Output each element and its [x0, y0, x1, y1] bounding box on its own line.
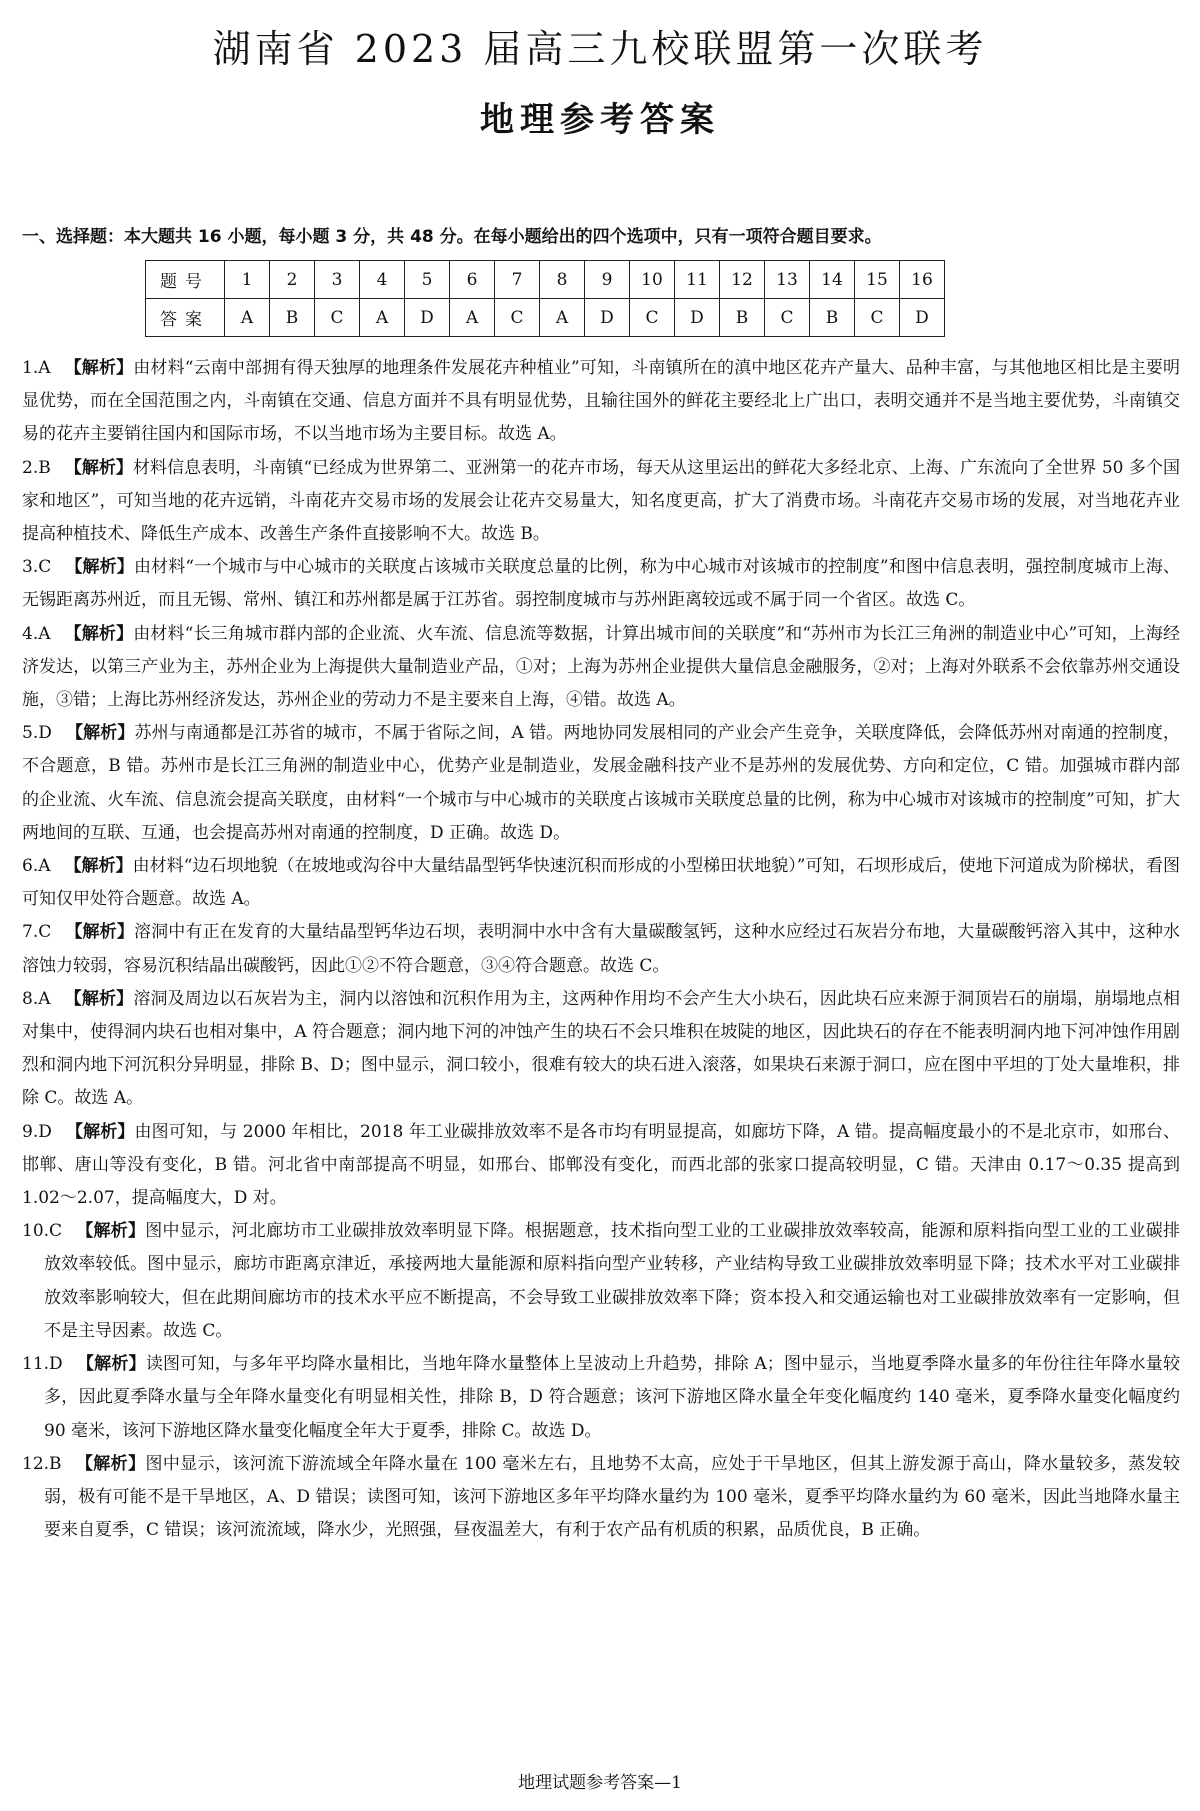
answer-cell: D [675, 299, 720, 337]
answer-cell: B [270, 299, 315, 337]
answer-cell: A [450, 299, 495, 337]
explanation-item: 4.A 【解析】由材料“长三角城市群内部的企业流、火车流、信息流等数据，计算出城市间的关联度”和“苏州市为长江三角洲的制造业中心”可知，上海经济发达，以第三产业为主，苏州企业为上海提供大量制造业产品，①对；上海为苏州企业提供大量信息金融服务，②对；上海对外联系不会依靠苏州交通设施，③错；上海比苏州经济发达，苏州企业的劳动力不是主要来自上海，④错。故选 A。 [22, 623, 1181, 711]
answer-cell: D [900, 299, 945, 337]
explanation-item: 5.D 【解析】苏州与南通都是江苏省的城市，不属于省际之间，A 错。两地协同发展相同的产业会产生竞争，关联度降低，会降低苏州对南通的控制度，不合题意，B 错。苏州市是长江三角洲的制造业中心，优势产业是制造业，发展金融科技产业不是苏州的发展优势、方向和定位，C 错。加强城市群内部的企业流、火车流、信息流会提高关联度，由材料“一个城市与中心城市的关联度占该城市关联度总量的比例，称为中心城市对该城市的控制度”可知，扩大两地间的互联、互通，也会提高苏州对南通的控制度，D 正确。故选 D。 [22, 723, 1180, 843]
answer-cell: C [765, 299, 810, 337]
answer-cell: B [720, 299, 765, 337]
page-title: 湖南省 2023 届高三九校联盟第一次联考 [212, 27, 988, 71]
question-number: 16 [900, 261, 945, 299]
answer-cell: B [810, 299, 855, 337]
question-number: 10 [630, 261, 675, 299]
question-number: 14 [810, 261, 855, 299]
question-number: 4 [360, 261, 405, 299]
explanation-item: 9.D 【解析】由图可知，与 2000 年相比，2018 年工业碳排放效率不是各市均有明显提高，如廊坊下降，A 错。提高幅度最小的不是北京市，如邢台、邯郸、唐山等没有变化，B 错。河北省中南部提高不明显，如邢台、邯郸没有变化，而西北部的张家口提高较明显，C 错。天津由 0.17～0.35 提高到 1.02～2.07，提高幅度大，D 对。 [22, 1121, 1180, 1209]
question-number: 6 [450, 261, 495, 299]
explanation-item: 7.C 【解析】溶洞中有正在发育的大量结晶型钙华边石坝，表明洞中水中含有大量碳酸氢钙，这种水应经过石灰岩分布地，大量碳酸钙溶入其中，这种水溶蚀力较弱，容易沉积结晶出碳酸钙，因此①②不符合题意，③④符合题意。故选 C。 [22, 922, 1181, 976]
explanation-item: 11.D 【解析】读图可知，与多年平均降水量相比，当地年降水量整体上呈波动上升趋势，排除 A；图中显示，当地夏季降水量多的年份往往年降水量较多，因此夏季降水量与全年降水量变化有明显相关性，排除 B，D 符合题意；该河下游地区降水量全年变化幅度约 140 毫米，夏季降水量变化幅度约 90 毫米，该河下游地区降水量变化幅度全年大于夏季，排除 C。故选 D。 [22, 1354, 1181, 1441]
question-number: 7 [495, 261, 540, 299]
answer-cell: C [630, 299, 675, 337]
answer-cell: A [225, 299, 270, 337]
row-label-number: 题号 [146, 261, 225, 299]
answer-cell: C [315, 299, 360, 337]
explanation-list [22, 352, 1180, 1547]
question-number: 8 [540, 261, 585, 299]
explanation-item: 2.B 【解析】材料信息表明，斗南镇“已经成为世界第二、亚洲第一的花卉市场，每天从这里运出的鲜花大多经北京、上海、广东流向了全世界 50 多个国家和地区”，可知当地的花卉远销，斗南花卉交易市场的发展会让花卉交易量大，知名度更高，扩大了消费市场。斗南花卉交易市场的发展，对当地花卉业提高种植技术、降低生产成本、改善生产条件直接影响不大。故选 B。 [22, 457, 1180, 545]
answer-row [146, 299, 945, 337]
question-number: 12 [720, 261, 765, 299]
explanation-item: 8.A 【解析】溶洞及周边以石灰岩为主，洞内以溶蚀和沉积作用为主，这两种作用均不会产生大小块石，因此块石应来源于洞顶岩石的崩塌，崩塌地点相对集中，使得洞内块石也相对集中，A 符合题意；洞内地下河的冲蚀产生的块石不会只堆积在坡陡的地区，因此块石的存在不能表明洞内地下河冲蚀作用剧烈和洞内地下河沉积分异明显，排除 B、D；图中显示，洞口较小，很难有较大的块石进入滚落，如果块石来源于洞口，应在图中平坦的丁处大量堆积，排除 C。故选 A。 [22, 988, 1181, 1109]
question-number: 2 [270, 261, 315, 299]
row-label-answer: 答案 [146, 299, 225, 337]
answer-cell: C [855, 299, 900, 337]
question-number: 1 [225, 261, 270, 299]
section-heading: 一、选择题：本大题共 16 小题，每小题 3 分，共 48 分。在每小题给出的四个选项中，只有一项符合题目要求。 [22, 227, 882, 247]
explanation-item: 12.B 【解析】图中显示，该河流下游流域全年降水量在 100 毫米左右，且地势不太高，应处于干旱地区，但其上游发源于高山，降水量较多，蒸发较弱，极有可能不是干旱地区，A、D 错误；读图可知，该河下游地区多年平均降水量约为 100 毫米，夏季平均降水量约为 60 毫米，因此当地降水量主要来自夏季，C 错误；该河流流域，降水少，光照强，昼夜温差大，有利于农产品有机质的积累，品质优良，B 正确。 [22, 1453, 1180, 1541]
answer-cell: C [495, 299, 540, 337]
answer-cell: A [540, 299, 585, 337]
explanation-item: 3.C 【解析】由材料“一个城市与中心城市的关联度占该城市关联度总量的比例，称为中心城市对该城市的控制度”和图中信息表明，强控制度城市上海、无锡距离苏州近，而且无锡、常州、镇江和苏州都是属于江苏省。弱控制度城市与苏州距离较远或不属于同一个省区。故选 C。 [22, 557, 1180, 611]
page-subtitle: 地理参考答案 [480, 100, 720, 140]
question-number: 5 [405, 261, 450, 299]
question-number: 13 [765, 261, 810, 299]
question-number: 3 [315, 261, 360, 299]
answer-table [145, 260, 945, 337]
answer-cell: A [360, 299, 405, 337]
explanation-item: 1.A 【解析】由材料“云南中部拥有得天独厚的地理条件发展花卉种植业”可知，斗南镇所在的滇中地区花卉产量大、品种丰富，与其他地区相比是主要明显优势，而在全国范围之内，斗南镇在交通、信息方面并不具有明显优势，且输往国外的鲜花主要经北上广出口，表明交通并不是当地主要优势，斗南镇交易的花卉主要销往国内和国际市场，不以当地市场为主要目标。故选 A。 [22, 358, 1181, 445]
question-number: 9 [585, 261, 630, 299]
question-number: 15 [855, 261, 900, 299]
answer-cell: D [585, 299, 630, 337]
page-footer: 地理试题参考答案—1 [518, 1773, 682, 1793]
question-number-row [146, 261, 945, 299]
explanation-item: 6.A 【解析】由材料“边石坝地貌（在坡地或沟谷中大量结晶型钙华快速沉积而形成的小型梯田状地貌）”可知，石坝形成后，使地下河道成为阶梯状，看图可知仅甲处符合题意。故选 A。 [22, 856, 1180, 910]
explanation-item: 10.C 【解析】图中显示，河北廊坊市工业碳排放效率明显下降。根据题意，技术指向型工业的工业碳排放效率较高，能源和原料指向型工业的工业碳排放效率较低。图中显示，廊坊市距离京津近，承接两地大量能源和原料指向型产业转移，产业结构导致工业碳排放效率明显下降；技术水平对工业碳排放效率影响较大，但在此期间廊坊市的技术水平应不断提高，不会导致工业碳排放效率下降；资本投入和交通运输也对工业碳排放效率有一定影响，但不是主导因素。故选 C。 [22, 1221, 1181, 1341]
question-number: 11 [675, 261, 720, 299]
answer-cell: D [405, 299, 450, 337]
